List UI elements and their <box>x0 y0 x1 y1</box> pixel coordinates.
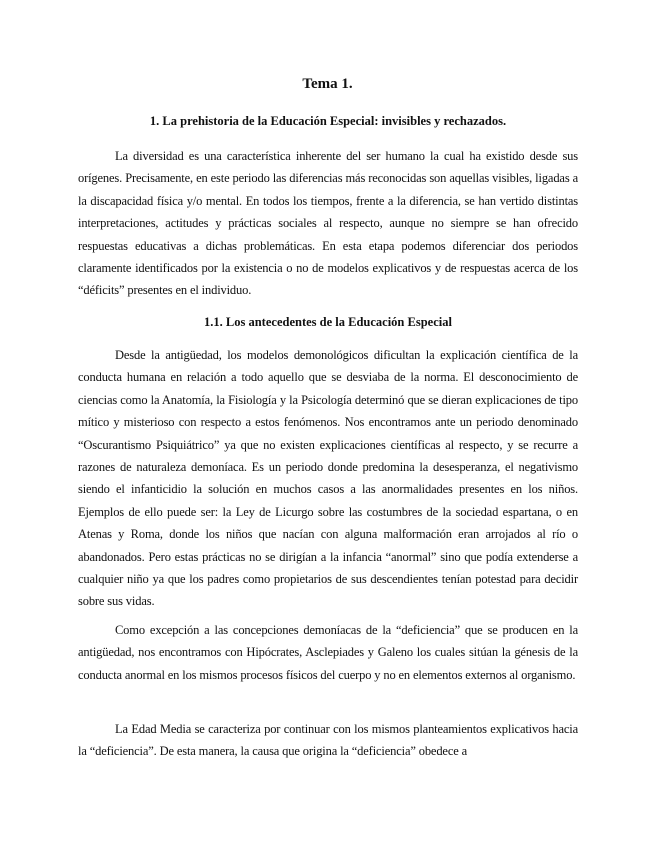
paragraph-3: Como excepción a las concepciones demoníacas de la “deficiencia” que se producen en la antigüedad, nos encontramos con Hipócrates, Asclepiades y Galeno los cuales sitúan la génesis de la conducta anormal en los mismos procesos físicos del cuerpo y no en elementos externos al organismo. <box>78 623 578 682</box>
section-heading: 1. La prehistoria de la Educación Especial: invisibles y rechazados. <box>149 114 507 128</box>
paragraph-4: La Edad Media se caracteriza por continuar con los mismos planteamientos explicativos hacia la “deficiencia”. De esta manera, la causa que origina la “deficiencia” obedece a <box>78 722 578 759</box>
subsection-heading: 1.1. Los antecedentes de la Educación Especial <box>204 315 452 329</box>
paragraph-2: Desde la antigüedad, los modelos demonológicos dificultan la explicación científica de la conducta humana en relación a todo aquello que se desviaba de la norma. El desconocimiento de ciencias como la Anatomía, la Fisiología y la Psicología determinó que se dieran explicaciones de tipo mítico y misterioso con respecto a estos fenómenos. Nos encontramos ante un periodo denominado “Oscurantismo Psiquiátrico” ya que no existen explicaciones científicas al respecto, y se recurre a razones de naturaleza demoníaca. Es un periodo donde predomina la desesperanza, el negativismo siendo el infanticidio la solución en muchos casos a las anormalidades presentes en los niños. Ejemplos de ello puede ser: la Ley de Licurgo sobre las costumbres de la sociedad espartana, o en Atenas y Roma, donde los niños que nacían con alguna malformación eran arrojados al río o abandonados. Pero estas prácticas no se dirigían a la infancia “anormal” sino que podía extenderse a cualquier niño ya que los padres como propietarios de sus descendientes tenían potestad para decidir sobre sus vidas. <box>78 348 578 609</box>
page-title: Tema 1. <box>302 76 353 92</box>
paragraph-1: La diversidad es una característica inherente del ser humano la cual ha existido desde sus orígenes. Precisamente, en este periodo las diferencias más reconocidas son aquellas visibles, ligadas a la discapacidad física y/o mental. En todos los tiempos, frente a la diferencia, se han vertido distintas interpretaciones, actitudes y prácticas sociales al respecto, aunque no siempre se han ofrecido respuestas educativas a dichas problemáticas. En esta etapa podemos diferenciar dos periodos claramente identificados por la existencia o no de modelos explicativos y de respuestas acerca de los “déficits” presentes en el individuo. <box>78 149 578 298</box>
